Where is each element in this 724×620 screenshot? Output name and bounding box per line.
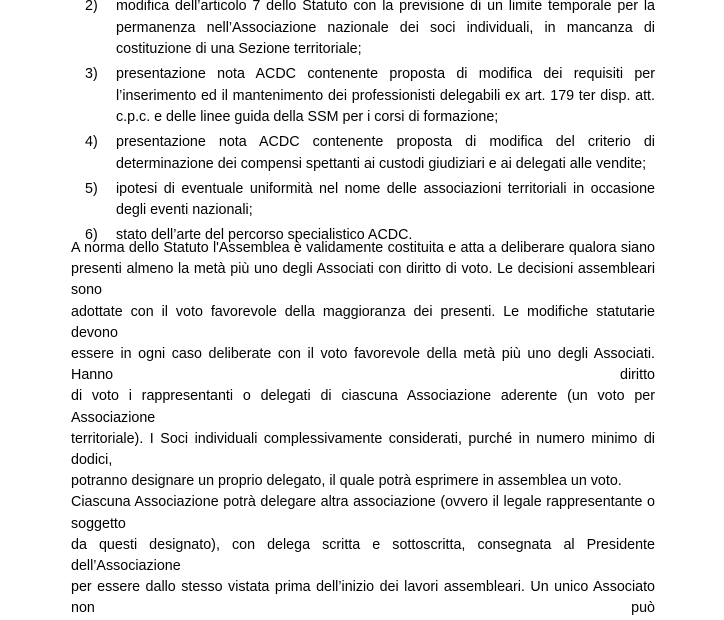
paragraph-line: per essere dallo stesso vistata prima dell’inizio dei lavori assembleari. Un unico Associato non può [71,579,655,617]
agenda-item-text: modifica dell’articolo 7 dello Statuto con la previsione di un limite temporale per la permanenza nell’Associazione nazionale dei soci individuali, in mancanza di costituzione di una Sezione territoriale; [116,0,655,57]
paragraph-line: Ciascuna Associazione potrà delegare altra associazione (ovvero il legale rappresentante o soggetto [71,494,655,532]
statute-paragraph [71,238,655,620]
agenda-item-number: 5) [85,180,98,197]
paragraph-line: essere in ogni caso deliberate con il voto favorevole della metà più uno degli Associati. Hanno diritto [71,346,655,384]
agenda-item [85,179,655,222]
paragraph-line: adottate con il voto favorevole della maggioranza dei presenti. Le modifiche statutarie devono [71,303,655,341]
agenda-item-text: stato dell’arte del percorso specialistico ACDC. [116,227,413,243]
paragraph-line: territoriale). I Soci individuali complessivamente considerati, purché in numero minimo di dodici, [71,430,655,469]
agenda-item-number: 2) [85,0,98,14]
agenda-item [85,132,655,175]
paragraph-line: presenti almeno la metà più uno degli Associati con diritto di voto. Le decisioni assembleari sono [71,261,655,299]
agenda-item-text: presentazione nota ACDC contenente proposta di modifica del criterio di determinazione dei compensi spettanti ai custodi giudiziari e ai delegati alle vendite; [116,134,655,172]
agenda-item-text: ipotesi di eventuale uniformità nel nome delle associazioni territoriali in occasione degli eventi nazionali; [116,180,655,218]
agenda-item-number: 3) [85,66,98,82]
paragraph-line: potranno designare un proprio delegato, il quale potrà esprimere in assemblea un voto. [71,473,622,490]
agenda-list [85,0,655,250]
agenda-item-text: presentazione nota ACDC contenente proposta di modifica dei requisiti per l’inserimento ed il mantenimento dei professionisti delegabili ex art. 179 ter disp. att. c.p.c. e delle linee guida della SSM per i corsi di formazione; [116,66,655,125]
agenda-item [85,0,655,61]
paragraph-line: da questi designato), con delega scritta e sottoscritta, consegnata al Presidente dell’Associazione [71,536,655,575]
paragraph-line: A norma dello Statuto l'Assemblea è validamente costituita e atta a deliberare qualora siano [71,240,655,256]
agenda-item-number: 6) [85,227,98,243]
paragraph-line: di voto i rappresentanti o delegati di ciascuna Associazione aderente (un voto per Associazione [71,388,655,426]
agenda-item [85,64,655,129]
agenda-item-number: 4) [85,134,98,150]
